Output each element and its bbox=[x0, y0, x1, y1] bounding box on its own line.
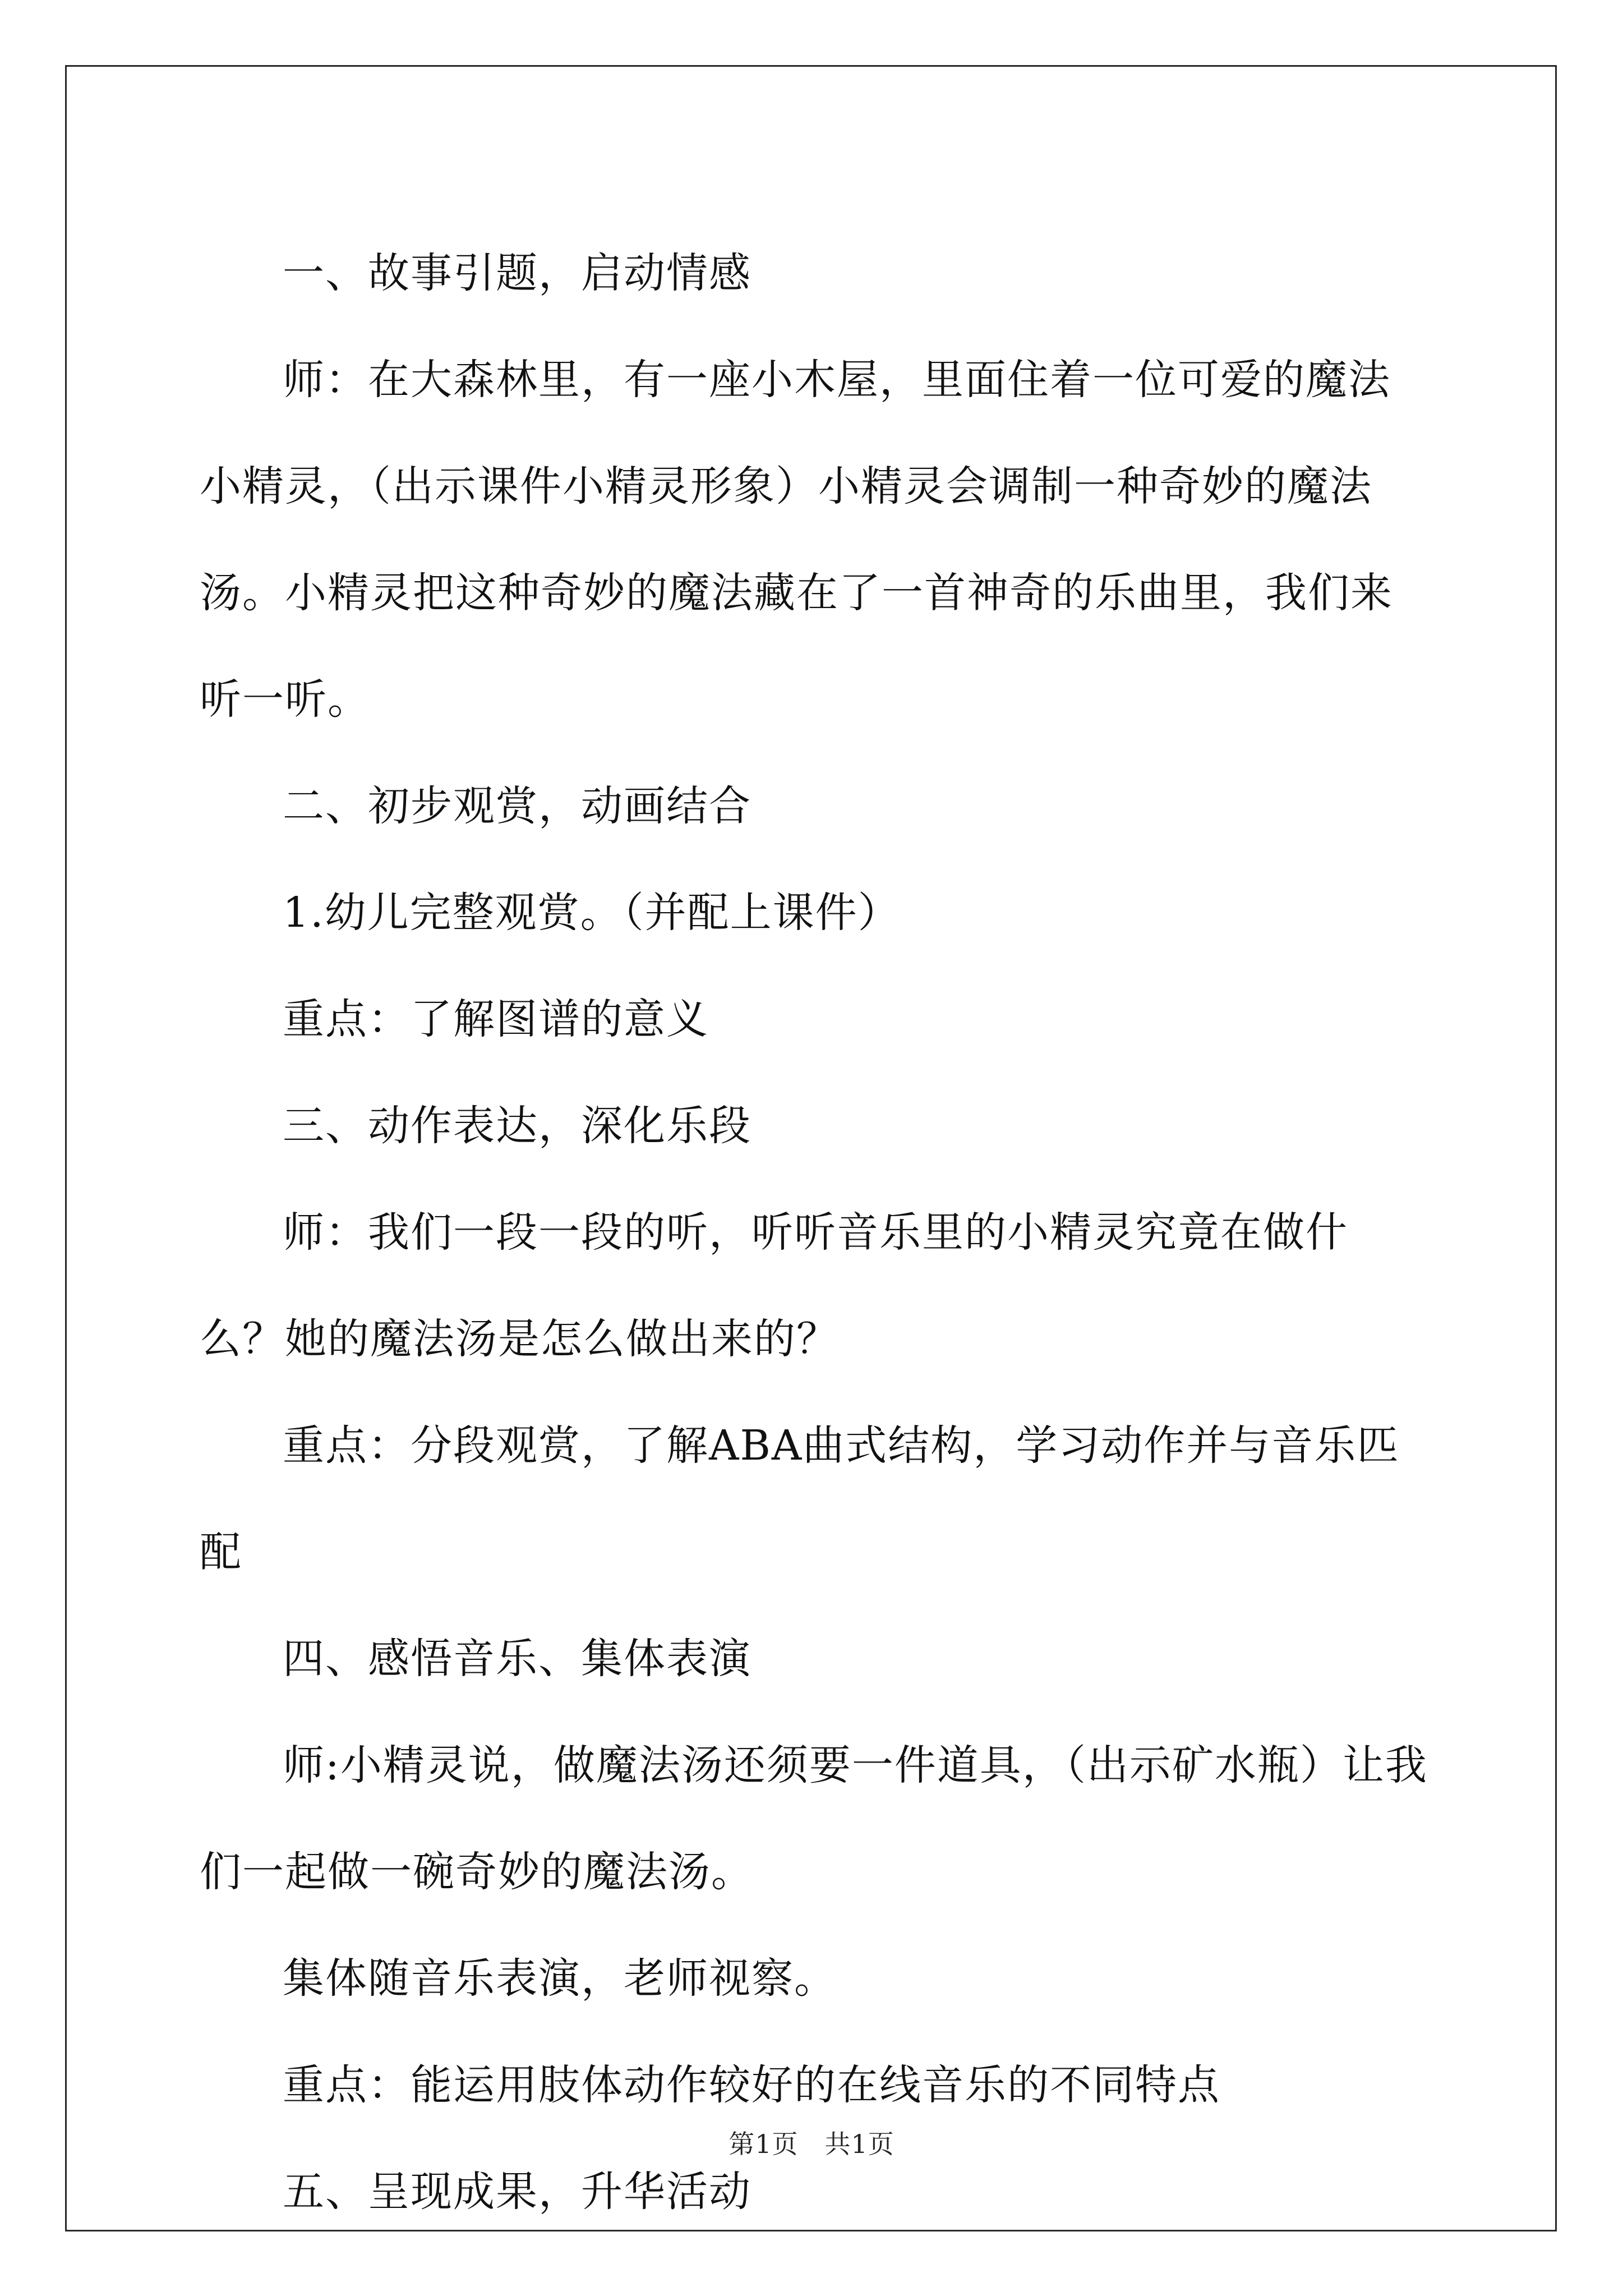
section-heading-2: 二、初步观赏，动画结合 bbox=[283, 782, 751, 830]
key-point-2: 重点：分段观赏，了解ABA曲式结构，学习动作并与音乐匹配 bbox=[200, 1421, 1400, 1576]
section-heading-1: 一、故事引题，启动情感 bbox=[283, 249, 751, 297]
key-point-1: 重点：了解图谱的意义 bbox=[283, 995, 709, 1043]
paragraph-group-performance: 集体随音乐表演，老师视察。 bbox=[283, 1954, 837, 2003]
paragraph-watch-complete: 1.幼儿完整观赏。（并配上课件） bbox=[283, 889, 901, 937]
section-heading-4: 四、感悟音乐、集体表演 bbox=[283, 1635, 751, 1683]
key-point-3: 重点：能运用肢体动作较好的在线音乐的不同特点 bbox=[283, 2061, 1220, 2109]
section-heading-5: 五、呈现成果，升华活动 bbox=[283, 2168, 751, 2216]
page-footer: 第1页 共1页 bbox=[728, 2129, 895, 2159]
section-heading-3: 三、动作表达，深化乐段 bbox=[283, 1102, 751, 1150]
paragraph-prop: 师:小精灵说，做魔法汤还须要一件道具，（出示矿水瓶）让我们一起做一碗奇妙的魔法汤。 bbox=[200, 1741, 1428, 1896]
paragraph-listen-segments: 师：我们一段一段的听，听听音乐里的小精灵究竟在做什么？她的魔法汤是怎么做出来的？ bbox=[200, 1208, 1348, 1363]
paragraph-story-intro: 师：在大森林里，有一座小木屋，里面住着一位可爱的魔法小精灵，（出示课件小精灵形象）小精灵会调制一种奇妙的魔法汤。小精灵把这种奇妙的魔法藏在了一首神奇的乐曲里，我们来听一听。 bbox=[200, 356, 1393, 724]
document-body bbox=[200, 220, 1428, 2245]
